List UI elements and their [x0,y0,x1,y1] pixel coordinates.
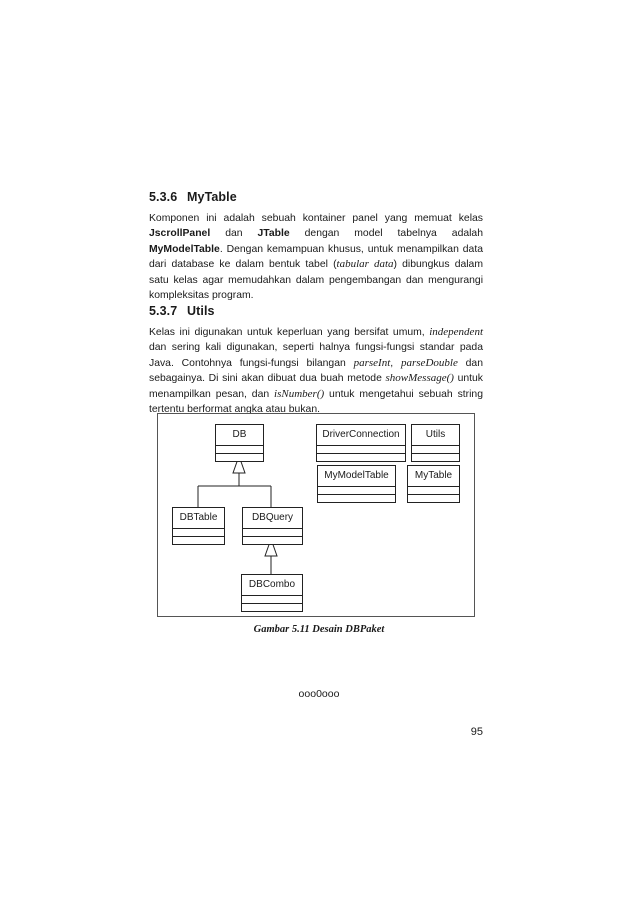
class-methods [412,454,459,461]
class-methods [173,537,224,544]
section-number: 5.3.7 [149,304,178,318]
page-number: 95 [470,726,483,738]
uml-class-db [215,424,264,462]
class-attributes [408,487,459,495]
bold-term: JTable [257,228,290,240]
uml-class-dbtable [172,507,225,545]
uml-class-mymodeltable [317,465,396,503]
italic-term: isNumber() [274,387,325,400]
uml-class-driverconnection [316,424,406,462]
class-name: DBCombo [242,575,302,596]
section-title: Utils [187,304,215,318]
section-end-ornament: ooo0ooo [298,688,340,700]
text-run: dan sering kali digunakan, seperti halnya fungsi-fungsi standar pada Java. Contohnya fungsi-fungsi bilangan [149,342,483,369]
class-name: MyTable [408,466,459,487]
text-run: , [390,357,401,369]
italic-term: independent [429,326,483,338]
section-number: 5.3.6 [149,190,178,204]
class-attributes [318,487,395,495]
class-methods [317,454,405,461]
class-attributes [242,596,302,604]
class-methods [318,495,395,502]
bold-term: MyModelTable [149,243,220,255]
text-run: dan [210,228,258,240]
class-name: Utils [412,425,459,446]
class-attributes [173,529,224,537]
class-attributes [243,529,302,537]
class-methods [408,495,459,502]
text-run: untuk menampilkan pesan, dan [149,373,483,400]
class-methods [242,604,302,611]
class-attributes [412,446,459,454]
text-run: . Dengan kemampuan khusus, untuk menampilkan data dari database ke dalam bentuk tabel ( [149,243,483,271]
uml-class-utils [411,424,460,462]
class-attributes [216,446,263,454]
class-methods [243,537,302,544]
class-name: DBTable [173,508,224,529]
uml-class-mytable [407,465,460,503]
text-run: dengan model tabelnya adalah [289,228,483,240]
uml-class-dbcombo [241,574,303,612]
section-title: MyTable [187,190,237,204]
class-attributes [317,446,405,454]
class-name: DriverConnection [317,425,405,446]
figure-caption: Gambar 5.11 Desain DBPaket [253,624,385,635]
class-name: DBQuery [243,508,302,529]
text-run: dan sebagainya. Di sini akan dibuat dua buah metode [149,357,483,385]
italic-term: showMessage() [385,372,454,385]
bold-term: JscrollPanel [149,228,211,240]
class-name: DB [216,425,263,446]
text-run: Kelas ini digunakan untuk keperluan yang bersifat umum, [149,327,430,338]
italic-term: parseInt [353,356,391,369]
class-name: MyModelTable [318,466,395,487]
text-run: untuk mengetahui sebuah string tertentu berformat angka atau bukan. [149,388,483,416]
uml-class-dbquery [242,507,303,545]
text-run: ) dibungkus dalam satu kelas agar memudahkan dalam pengembangan dan mengurangi kompleksitas program. [149,259,483,302]
italic-term: parseDouble [401,356,458,369]
class-methods [216,454,263,461]
text-run: Komponen ini adalah sebuah kontainer panel yang memuat kelas [149,213,483,224]
italic-term: tabular data [336,258,394,271]
